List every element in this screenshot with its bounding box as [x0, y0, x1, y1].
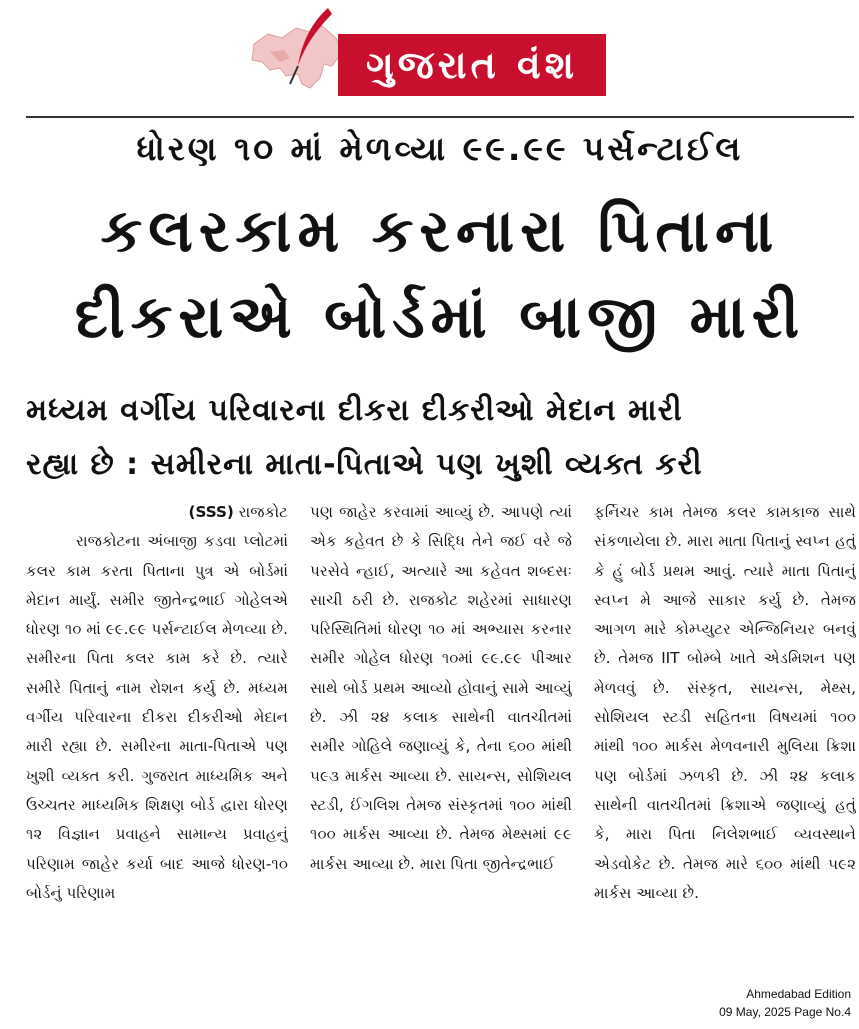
dateline-agency: (SSS) [188, 503, 234, 521]
column-3-text: ફર્નિચર કામ તેમજ કલર કામકાજ સાથે સંકળાયેલા છે. મારા માતા પિતાનું સ્વપ્ન હતું કે હું બોર્ડ પ્રથમ આવું. ત્યારે માતા પિતાનું સ્વપ્ન મે આજે સાકાર કર્યુ છે. તેમજ આગળ મારે કોમ્પ્યુટર એન્જિનિયર બનવું છે. તેમજ IIT બોમ્બે ખાતે એડમિશન પણ મેળવવું છે. સંસ્કૃત, સાયન્સ, મેથ્સ, સોશિયલ સ્ટડી સહિતના વિષયમાં ૧૦૦ માંથી ૧૦૦ માર્કસ મેળવનારી મુલિયા ક્રિશા પણ બોર્ડમાં ઝળકી છે. ઝી ૨૪ કલાક સાથેની વાતચીતમાં ક્રિશાએ જણાવ્યું હતું કે, મારા પિતા નિલેશભાઈ વ્યવસ્થાને એડવોકેટ છે. તેમજ મારે ૬૦૦ માંથી ૫૯૨ માર્કસ આવ્યા છે. [594, 503, 856, 902]
dateline [26, 498, 288, 527]
dateline-city: રાજકોટ [238, 503, 288, 521]
headline-line-2: દીકરાએ બોર્ડમાં બાજી મારી [74, 282, 806, 351]
masthead [240, 4, 620, 104]
column-1-text: રાજકોટના અંબાજી કડવા પ્લોટમાં કલર કામ કરતા પિતાના પુત્ર એ બોર્ડમાં મેદાન માર્યું. સમીર જીતેન્દ્રભાઈ ગોહેલએ ધોરણ ૧૦ માં ૯૯.૯૯ પર્સન્ટાઈલ મેળવ્યા છે. સમીરના પિતા કલર કામ કરે છે. ત્યારે સમીરે પિતાનું નામ રોશન કર્યુ છે. મધ્યમ વર્ગીય પરિવારના દીકરા દીકરીઓ મેદાન મારી રહ્યા છે. સમીરના માતા-પિતાએ પણ ખુશી વ્યક્ત કરી. ગુજરાત માધ્યમિક અને ઉચ્ચતર માધ્યમિક શિક્ષણ બોર્ડ દ્વારા ધોરણ ૧૨ વિજ્ઞાન પ્રવાહને સામાન્ય પ્રવાહનું પરિણામ જાહેર કર્યા બાદ આજે ધોરણ-૧૦ બોર્ડનું પરિણામ [26, 532, 288, 902]
masthead-name: ગુજરાત વંશ [338, 34, 606, 96]
article-column-3 [594, 498, 856, 983]
column-2-text: પણ જાહેર કરવામાં આવ્યું છે. આપણે ત્યાં એક કહેવત છે કે સિદ્ધિ તેને જઈ વરે જે પરસેવે ન્હાઈ, અત્યારે આ કહેવત શબ્દસઃ સાચી ઠરી છે. રાજકોટ શહેરમાં સાધારણ પરિસ્થિતિમાં ધોરણ ૧૦ માં અભ્યાસ કરનાર સમીર ગોહેલ ધોરણ ૧૦માં ૯૯.૯૯ પીઆર સાથે બોર્ડ પ્રથમ આવ્યો હોવાનું સામે આવ્યું છે. ઝી ૨૪ કલાક સાથેની વાતચીતમાં સમીર ગોહિલે જણાવ્યું કે, તેના ૬૦૦ માંથી ૫૯૩ માર્કસ આવ્યા છે. સાયન્સ, સોશિયલ સ્ટડી, ઈંગલિશ તેમજ સંસ્કૃતમાં ૧૦૦ માંથી ૧૦૦ માર્કસ આવ્યા છે. તેમજ મેથ્સમાં ૯૯ માર્કસ આવ્યા છે. મારા પિતા જીતેન્દ્રભાઈ [310, 503, 572, 873]
article-kicker: ધોરણ ૧૦ માં મેળવ્યા ૯૯.૯૯ પર્સન્ટાઈલ [136, 129, 744, 168]
edition-label: Ahmedabad Edition [746, 987, 851, 1001]
article-column-2 [310, 498, 572, 983]
divider [26, 116, 854, 118]
date-page-label: 09 May, 2025 Page No.4 [719, 1005, 851, 1019]
headline-line-1: કલરકામ કરનારા પિતાના [100, 196, 780, 265]
subheadline-line-2: રહ્યા છે : સમીરના માતા-પિતાએ પણ ખુશી વ્યક્ત કરી [26, 447, 703, 482]
article-column-1 [26, 498, 288, 983]
subheadline-line-1: મધ્યમ વર્ગીય પરિવારના દીકરા દીકરીઓ મેદાન મારી [26, 393, 683, 428]
